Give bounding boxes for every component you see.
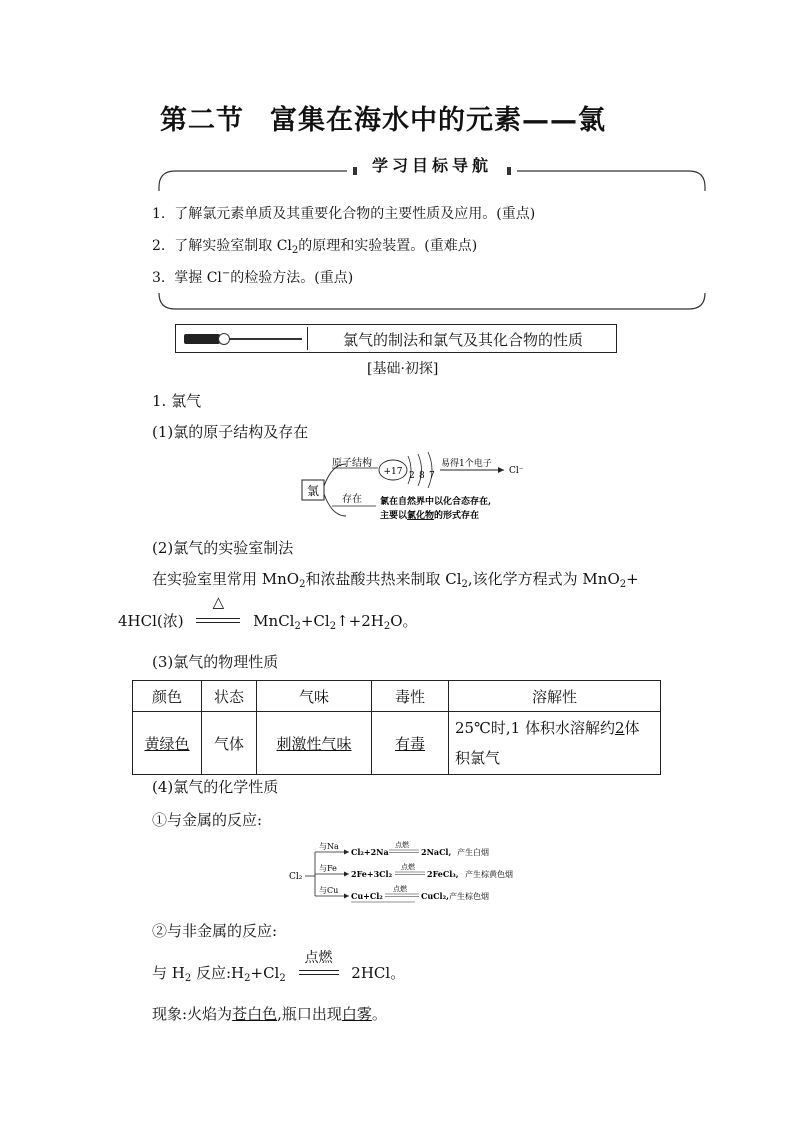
metal-reaction-heading: ①与金属的反应: [152,811,263,829]
h2-reaction: 与 $H_2$ 反应$:H_2+Cl_2$ 点燃 2HCl。 [152,950,406,984]
cu-reactants: Cu+Cl₂ [351,891,383,901]
section-banner-label: 氯气的制法和氯气及其化合物的性质 [342,331,583,349]
subheading-structure: (1)氯的原子结构及存在 [152,423,309,441]
na-product: 2NaCl, [421,847,452,857]
metal-reaction-diagram [285,838,545,908]
subheading-chemical: (4)氯气的化学性质 [152,778,279,796]
basic-explore-tag: [基础·初探] [367,361,439,377]
goal-item: 1. 了解氯元素单质及其重要化合物的主要性质及应用。(重点) [152,206,536,222]
na-condition: 点燃 [395,841,409,849]
cell-toxicity: 有毒 [394,734,425,753]
fe-note: 产生棕黄色烟 [465,870,513,879]
na-note: 产生白烟 [457,848,489,857]
shell-3: 7 [429,471,435,481]
cell-color: 黄绿色 [144,734,190,753]
with-na: 与Na [319,842,339,851]
page-title [160,98,720,137]
cu-condition: 点燃 [393,885,407,893]
subheading-physical: (3)氯气的物理性质 [152,653,279,671]
with-cu: 与Cu [319,886,339,895]
header-smell: 气味 [257,681,372,712]
ignite-condition: 点燃 [297,967,341,981]
header-toxicity: 毒性 [372,681,449,712]
goals-heading: 学习目标导航 [371,156,492,175]
section-number: 第二节 [160,105,244,136]
atom-center-label: 氯 [306,484,320,498]
goal-item: 3. 掌握 Cl−的检验方法。(重点) [152,268,354,286]
cu-note: 产生棕色烟 [449,892,489,901]
header-color: 颜色 [133,681,202,712]
nucleus-charge: +17 [383,467,403,477]
atom-structure-diagram [296,450,546,528]
table-row [133,712,661,775]
section-marker [178,327,308,350]
physical-properties-table [132,680,661,775]
learning-goals-box [152,156,707,310]
subheading-lab: (2)氯气的实验室制法 [152,539,294,557]
cell-state: 气体 [213,734,244,753]
with-fe: 与Fe [319,864,337,873]
branch-structure-label: 原子结构 [332,458,372,469]
existence-line-1: 氯在自然界中以化合态存在, [380,497,492,507]
cell-smell: 刺激性气味 [276,734,352,753]
fe-product: 2FeCl₃, [427,869,459,879]
lab-text-line1: 在实验室里常用 MnO$_2$和浓盐酸共热来制取 $Cl_2$,该化学方程式为 MnO$_2$+ [152,570,639,590]
shell-1: 2 [409,471,415,481]
phenomenon-text: 现象:火焰为苍白色,瓶口出现白雾。 [152,1005,387,1023]
heading-chlorine: 1. 氯气 [152,392,202,410]
goal-item: 2. 了解实验室制取 $Cl_2$的原理和实验装置。(重难点) [152,238,478,256]
cell-solubility: 25℃时,1 体积水溶解约2体 积氯气 [449,712,661,775]
table-header-row [133,681,661,712]
diagram-root: Cl₂ [289,872,303,882]
header-solubility: 溶解性 [449,681,661,712]
nonmetal-reaction-heading: ②与非金属的反应: [152,922,278,940]
section-banner [175,324,617,353]
shell-2: 8 [419,471,425,481]
heat-condition: △ [194,615,242,629]
fe-condition: 点燃 [401,863,415,871]
fe-reactants: 2Fe+3Cl₂ [351,869,393,879]
branch-existence-label: 存在 [342,494,362,505]
section-name: 富集在海水中的元素——氯 [270,105,606,136]
na-reactants: Cl₂+2Na [351,847,389,857]
chloride-ion: Cl⁻ [509,466,524,476]
cu-product: CuCl₂, [421,891,449,901]
existence-line-2: 主要以氯化物的形式存在 [380,511,480,521]
lab-equation: 4HCl(浓) △ $MnCl_2+Cl_2↑+2H_2O$。 [118,593,418,632]
gain-electron-label: 易得1个电子 [441,459,492,469]
header-state: 状态 [202,681,257,712]
